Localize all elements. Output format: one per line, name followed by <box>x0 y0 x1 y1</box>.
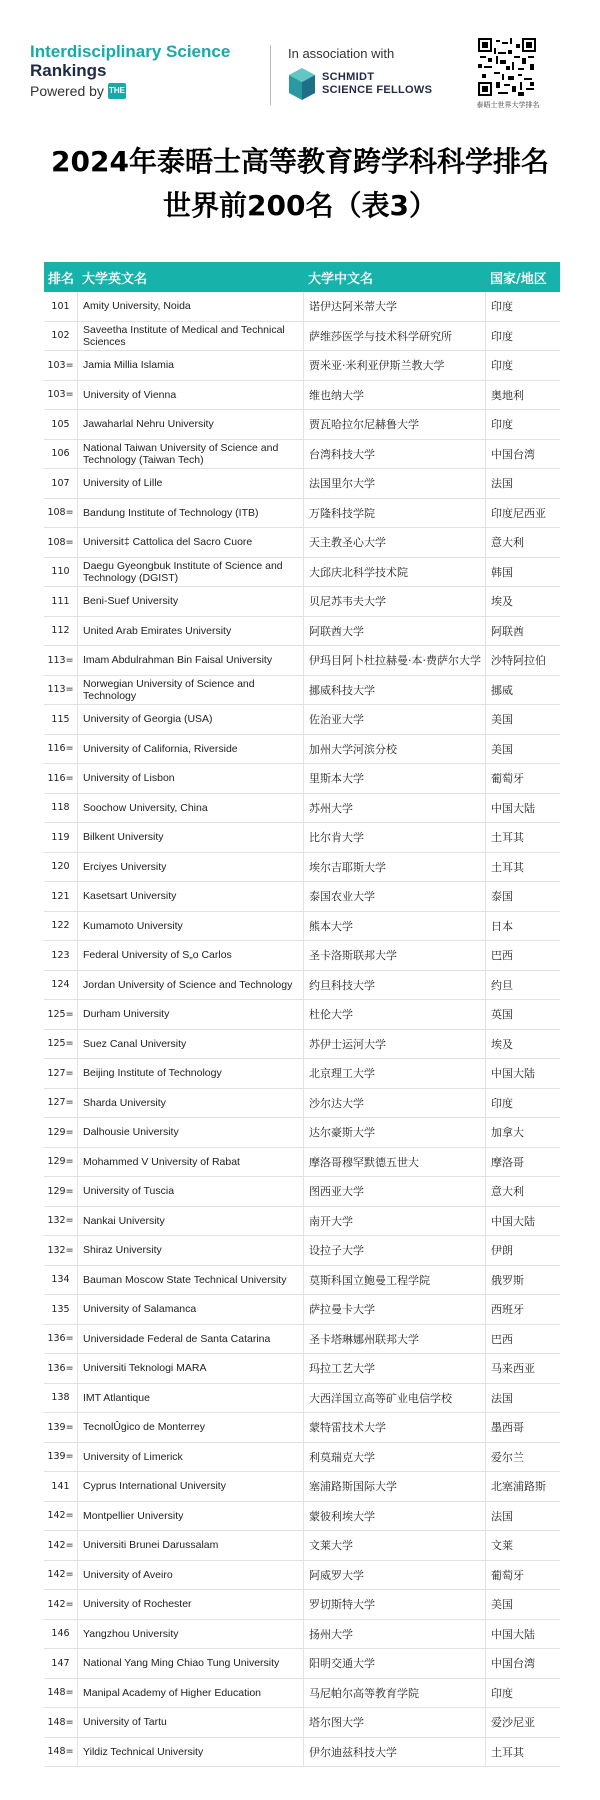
chinese-name-cell: 熊本大学 <box>304 912 486 941</box>
header-chinese-name: 大学中文名 <box>308 271 374 287</box>
table-row <box>44 971 560 1001</box>
country-cell: 日本 <box>491 919 513 933</box>
chinese-name-cell: 沙尔达大学 <box>304 1089 486 1118</box>
rank-cell: 147 <box>44 1649 78 1678</box>
rank-cell: 142= <box>44 1590 78 1619</box>
chinese-name-cell: 利莫瑞克大学 <box>304 1443 486 1472</box>
page-title <box>0 140 600 228</box>
chinese-name-cell: 罗切斯特大学 <box>304 1590 486 1619</box>
english-name-cell: IMT Atlantique <box>78 1384 304 1413</box>
country-cell: 中国大陆 <box>491 1214 535 1228</box>
english-name-cell: Imam Abdulrahman Bin Faisal University <box>78 646 304 675</box>
country-cell: 奥地利 <box>491 388 524 402</box>
chinese-name-cell: 圣卡塔琳娜州联邦大学 <box>304 1325 486 1354</box>
english-name-cell: Shiraz University <box>78 1236 304 1265</box>
chinese-name-cell: 台湾科技大学 <box>304 440 486 469</box>
table-row <box>44 351 560 381</box>
english-name-cell: Cyprus International University <box>78 1472 304 1501</box>
country-cell: 巴西 <box>491 1332 513 1346</box>
rank-cell: 139= <box>44 1413 78 1442</box>
english-name-cell: Montpellier University <box>78 1502 304 1531</box>
chinese-name-cell: 阿联酋大学 <box>304 617 486 646</box>
chinese-name-cell: 阿威罗大学 <box>304 1561 486 1590</box>
country-cell: 英国 <box>491 1008 513 1022</box>
country-cell: 巴西 <box>491 949 513 963</box>
table-row <box>44 676 560 706</box>
country-cell: 约旦 <box>491 978 513 992</box>
country-cell: 印度尼西亚 <box>491 506 546 520</box>
english-name-cell: University of Tuscia <box>78 1177 304 1206</box>
country-cell: 中国大陆 <box>491 1627 535 1641</box>
chinese-name-cell: 塔尔图大学 <box>304 1708 486 1737</box>
chinese-name-cell: 文莱大学 <box>304 1531 486 1560</box>
table-row <box>44 1177 560 1207</box>
chinese-name-cell: 大西洋国立高等矿业电信学校 <box>304 1384 486 1413</box>
chinese-name-cell: 图西亚大学 <box>304 1177 486 1206</box>
table-row <box>44 1738 560 1768</box>
table-row <box>44 1295 560 1325</box>
english-name-cell: Suez Canal University <box>78 1030 304 1059</box>
country-cell: 爱沙尼亚 <box>491 1716 535 1730</box>
rank-cell: 146 <box>44 1620 78 1649</box>
chinese-name-cell: 摩洛哥穆罕默德五世大 <box>304 1148 486 1177</box>
english-name-cell: Universidade Federal de Santa Catarina <box>78 1325 304 1354</box>
rank-cell: 136= <box>44 1325 78 1354</box>
chinese-name-cell: 天主教圣心大学 <box>304 528 486 557</box>
rank-cell: 123 <box>44 941 78 970</box>
table-row <box>44 322 560 352</box>
table-row <box>44 292 560 322</box>
table-header <box>44 262 560 292</box>
rank-cell: 110 <box>44 558 78 587</box>
english-name-cell: Kumamoto University <box>78 912 304 941</box>
chinese-name-cell: 杜伦大学 <box>304 1000 486 1029</box>
country-cell: 法国 <box>491 1391 513 1405</box>
rank-cell: 124 <box>44 971 78 1000</box>
table-row <box>44 558 560 588</box>
country-cell: 墨西哥 <box>491 1421 524 1435</box>
country-cell: 阿联酋 <box>491 624 524 638</box>
country-cell: 印度 <box>491 359 513 373</box>
chinese-name-cell: 马尼帕尔高等教育学院 <box>304 1679 486 1708</box>
ranking-table <box>44 262 560 1767</box>
rank-cell: 136= <box>44 1354 78 1383</box>
country-cell: 挪威 <box>491 683 513 697</box>
table-row <box>44 1443 560 1473</box>
chinese-name-cell: 埃尔吉耶斯大学 <box>304 853 486 882</box>
powered-by <box>30 80 230 102</box>
country-cell: 葡萄牙 <box>491 1568 524 1582</box>
english-name-cell: Beni-Suef University <box>78 587 304 616</box>
cube-icon <box>288 67 316 101</box>
title-line2: 世界前200名（表3） <box>163 189 437 222</box>
english-name-cell: United Arab Emirates University <box>78 617 304 646</box>
rank-cell: 108= <box>44 528 78 557</box>
table-row <box>44 1354 560 1384</box>
country-cell: 印度 <box>491 418 513 432</box>
country-cell: 中国大陆 <box>491 1067 535 1081</box>
table-row <box>44 528 560 558</box>
chinese-name-cell: 贾米亚·米利亚伊斯兰教大学 <box>304 351 486 380</box>
qr-code-icon <box>478 38 536 96</box>
country-cell: 意大利 <box>491 1185 524 1199</box>
chinese-name-cell: 设拉子大学 <box>304 1236 486 1265</box>
chinese-name-cell: 约旦科技大学 <box>304 971 486 1000</box>
rank-cell: 139= <box>44 1443 78 1472</box>
chinese-name-cell: 里斯本大学 <box>304 764 486 793</box>
header-country: 国家/地区 <box>490 271 547 287</box>
country-cell: 文莱 <box>491 1539 513 1553</box>
rank-cell: 101 <box>44 292 78 321</box>
english-name-cell: University of Georgia (USA) <box>78 705 304 734</box>
table-row <box>44 941 560 971</box>
english-name-cell: Soochow University, China <box>78 794 304 823</box>
brand-subtitle: Rankings <box>30 61 107 80</box>
english-name-cell: University of Rochester <box>78 1590 304 1619</box>
english-name-cell: University of California, Riverside <box>78 735 304 764</box>
country-cell: 埃及 <box>491 595 513 609</box>
chinese-name-cell: 加州大学河滨分校 <box>304 735 486 764</box>
rank-cell: 113= <box>44 646 78 675</box>
rank-cell: 111 <box>44 587 78 616</box>
country-cell: 土耳其 <box>491 860 524 874</box>
chinese-name-cell: 万隆科技学院 <box>304 499 486 528</box>
english-name-cell: Federal University of S„o Carlos <box>78 941 304 970</box>
rank-cell: 107 <box>44 469 78 498</box>
english-name-cell: Jordan University of Science and Technology <box>78 971 304 1000</box>
table-row <box>44 1000 560 1030</box>
table-row <box>44 381 560 411</box>
english-name-cell: TecnolÛgico de Monterrey <box>78 1413 304 1442</box>
rank-cell: 125= <box>44 1030 78 1059</box>
table-row <box>44 1502 560 1532</box>
english-name-cell: Mohammed V University of Rabat <box>78 1148 304 1177</box>
country-cell: 韩国 <box>491 565 513 579</box>
country-cell: 印度 <box>491 300 513 314</box>
rank-cell: 108= <box>44 499 78 528</box>
table-row <box>44 1030 560 1060</box>
english-name-cell: Yangzhou University <box>78 1620 304 1649</box>
english-name-cell: Jamia Millia Islamia <box>78 351 304 380</box>
english-name-cell: Saveetha Institute of Medical and Technical Sciences <box>78 322 304 351</box>
table-row <box>44 1531 560 1561</box>
country-cell: 马来西亚 <box>491 1362 535 1376</box>
english-name-cell: Bilkent University <box>78 823 304 852</box>
chinese-name-cell: 达尔豪斯大学 <box>304 1118 486 1147</box>
rank-cell: 141 <box>44 1472 78 1501</box>
country-cell: 美国 <box>491 1598 513 1612</box>
chinese-name-cell: 泰国农业大学 <box>304 882 486 911</box>
brand-title: Interdisciplinary Science <box>30 42 231 61</box>
rank-cell: 148= <box>44 1679 78 1708</box>
english-name-cell: University of Salamanca <box>78 1295 304 1324</box>
english-name-cell: Bauman Moscow State Technical University <box>78 1266 304 1295</box>
english-name-cell: Sharda University <box>78 1089 304 1118</box>
powered-by-label: Powered by <box>30 83 104 99</box>
country-cell: 伊朗 <box>491 1244 513 1258</box>
english-name-cell: National Taiwan University of Science and Technology (Taiwan Tech) <box>78 440 304 469</box>
header-english-name: 大学英文名 <box>82 271 148 287</box>
rank-cell: 127= <box>44 1059 78 1088</box>
header <box>0 0 600 120</box>
schmidt-logo <box>288 67 432 101</box>
rank-cell: 129= <box>44 1177 78 1206</box>
rank-cell: 119 <box>44 823 78 852</box>
english-name-cell: Daegu Gyeongbuk Institute of Science and Technology (DGIST) <box>78 558 304 587</box>
english-name-cell: National Yang Ming Chiao Tung University <box>78 1649 304 1678</box>
country-cell: 中国台湾 <box>491 1657 535 1671</box>
chinese-name-cell: 萨维莎医学与技术科学研究所 <box>304 322 486 351</box>
rank-cell: 129= <box>44 1148 78 1177</box>
english-name-cell: University of Aveiro <box>78 1561 304 1590</box>
table-row <box>44 1148 560 1178</box>
table-row <box>44 1059 560 1089</box>
country-cell: 土耳其 <box>491 831 524 845</box>
chinese-name-cell: 诺伊达阿米蒂大学 <box>304 292 486 321</box>
title-line1: 2024年泰晤士高等教育跨学科科学排名 <box>51 145 549 178</box>
country-cell: 中国台湾 <box>491 447 535 461</box>
table-row <box>44 1620 560 1650</box>
english-name-cell: Universiti Teknologi MARA <box>78 1354 304 1383</box>
country-cell: 意大利 <box>491 536 524 550</box>
rank-cell: 138 <box>44 1384 78 1413</box>
rank-cell: 116= <box>44 764 78 793</box>
rank-cell: 122 <box>44 912 78 941</box>
english-name-cell: Erciyes University <box>78 853 304 882</box>
rank-cell: 129= <box>44 1118 78 1147</box>
chinese-name-cell: 塞浦路斯国际大学 <box>304 1472 486 1501</box>
english-name-cell: Durham University <box>78 1000 304 1029</box>
table-row <box>44 1679 560 1709</box>
english-name-cell: Beijing Institute of Technology <box>78 1059 304 1088</box>
table-row <box>44 764 560 794</box>
table-row <box>44 410 560 440</box>
english-name-cell: Norwegian University of Science and Technology <box>78 676 304 705</box>
schmidt-name: SCHMIDT <box>322 71 375 83</box>
chinese-name-cell: 阳明交通大学 <box>304 1649 486 1678</box>
table-row <box>44 912 560 942</box>
english-name-cell: Manipal Academy of Higher Education <box>78 1679 304 1708</box>
country-cell: 印度 <box>491 1096 513 1110</box>
chinese-name-cell: 蒙彼利埃大学 <box>304 1502 486 1531</box>
chinese-name-cell: 萨拉曼卡大学 <box>304 1295 486 1324</box>
table-row <box>44 1708 560 1738</box>
the-logo: THE <box>108 83 126 99</box>
english-name-cell: Yildiz Technical University <box>78 1738 304 1767</box>
english-name-cell: Amity University, Noida <box>78 292 304 321</box>
chinese-name-cell: 玛拉工艺大学 <box>304 1354 486 1383</box>
chinese-name-cell: 扬州大学 <box>304 1620 486 1649</box>
chinese-name-cell: 法国里尔大学 <box>304 469 486 498</box>
header-rank: 排名 <box>47 271 74 287</box>
table-row <box>44 587 560 617</box>
chinese-name-cell: 贝尼苏韦夫大学 <box>304 587 486 616</box>
rank-cell: 115 <box>44 705 78 734</box>
rank-cell: 113= <box>44 676 78 705</box>
association <box>288 46 432 101</box>
table-row <box>44 1118 560 1148</box>
chinese-name-cell: 贾瓦哈拉尔尼赫鲁大学 <box>304 410 486 439</box>
table-body <box>44 292 560 1767</box>
table-row <box>44 705 560 735</box>
country-cell: 印度 <box>491 1686 513 1700</box>
rank-cell: 121 <box>44 882 78 911</box>
english-name-cell: University of Vienna <box>78 381 304 410</box>
table-row <box>44 1089 560 1119</box>
table-row <box>44 794 560 824</box>
country-cell: 沙特阿拉伯 <box>491 654 546 668</box>
table-row <box>44 1266 560 1296</box>
header-divider <box>270 45 271 105</box>
english-name-cell: Jawaharlal Nehru University <box>78 410 304 439</box>
table-row <box>44 469 560 499</box>
table-row <box>44 1649 560 1679</box>
chinese-name-cell: 莫斯科国立鲍曼工程学院 <box>304 1266 486 1295</box>
country-cell: 爱尔兰 <box>491 1450 524 1464</box>
schmidt-program: SCIENCE FELLOWS <box>322 84 433 96</box>
isr-brand <box>30 42 230 102</box>
english-name-cell: Dalhousie University <box>78 1118 304 1147</box>
country-cell: 美国 <box>491 713 513 727</box>
rank-cell: 132= <box>44 1236 78 1265</box>
rank-cell: 125= <box>44 1000 78 1029</box>
rank-cell: 135 <box>44 1295 78 1324</box>
english-name-cell: Universit‡ Cattolica del Sacro Cuore <box>78 528 304 557</box>
rank-cell: 105 <box>44 410 78 439</box>
association-label: In association with <box>288 46 395 61</box>
chinese-name-cell: 大邱庆北科学技术院 <box>304 558 486 587</box>
rank-cell: 106 <box>44 440 78 469</box>
english-name-cell: Nankai University <box>78 1207 304 1236</box>
chinese-name-cell: 苏州大学 <box>304 794 486 823</box>
country-cell: 土耳其 <box>491 1745 524 1759</box>
table-row <box>44 440 560 470</box>
english-name-cell: University of Tartu <box>78 1708 304 1737</box>
table-row <box>44 1325 560 1355</box>
table-row <box>44 1590 560 1620</box>
table-row <box>44 1472 560 1502</box>
table-row <box>44 1236 560 1266</box>
rank-cell: 118 <box>44 794 78 823</box>
chinese-name-cell: 挪威科技大学 <box>304 676 486 705</box>
chinese-name-cell: 比尔肯大学 <box>304 823 486 852</box>
country-cell: 北塞浦路斯 <box>491 1480 546 1494</box>
rank-cell: 127= <box>44 1089 78 1118</box>
rank-cell: 134 <box>44 1266 78 1295</box>
rank-cell: 102 <box>44 322 78 351</box>
rank-cell: 112 <box>44 617 78 646</box>
rank-cell: 120 <box>44 853 78 882</box>
rank-cell: 142= <box>44 1561 78 1590</box>
table-row <box>44 1561 560 1591</box>
table-row <box>44 617 560 647</box>
chinese-name-cell: 伊尔迪兹科技大学 <box>304 1738 486 1767</box>
country-cell: 法国 <box>491 1509 513 1523</box>
rank-cell: 148= <box>44 1738 78 1767</box>
country-cell: 摩洛哥 <box>491 1155 524 1169</box>
table-row <box>44 823 560 853</box>
table-row <box>44 853 560 883</box>
chinese-name-cell: 圣卡洛斯联邦大学 <box>304 941 486 970</box>
english-name-cell: University of Limerick <box>78 1443 304 1472</box>
country-cell: 泰国 <box>491 890 513 904</box>
chinese-name-cell: 北京理工大学 <box>304 1059 486 1088</box>
rank-cell: 142= <box>44 1502 78 1531</box>
rank-cell: 103= <box>44 381 78 410</box>
rank-cell: 148= <box>44 1708 78 1737</box>
table-row <box>44 882 560 912</box>
table-row <box>44 1413 560 1443</box>
table-row <box>44 735 560 765</box>
rank-cell: 132= <box>44 1207 78 1236</box>
rank-cell: 116= <box>44 735 78 764</box>
table-row <box>44 1207 560 1237</box>
country-cell: 中国大陆 <box>491 801 535 815</box>
table-row <box>44 646 560 676</box>
chinese-name-cell: 南开大学 <box>304 1207 486 1236</box>
country-cell: 埃及 <box>491 1037 513 1051</box>
table-row <box>44 1384 560 1414</box>
chinese-name-cell: 维也纳大学 <box>304 381 486 410</box>
country-cell: 印度 <box>491 329 513 343</box>
chinese-name-cell: 伊玛目阿卜杜拉赫曼·本·费萨尔大学 <box>304 646 486 675</box>
chinese-name-cell: 佐治亚大学 <box>304 705 486 734</box>
english-name-cell: Universiti Brunei Darussalam <box>78 1531 304 1560</box>
english-name-cell: Kasetsart University <box>78 882 304 911</box>
rank-cell: 103= <box>44 351 78 380</box>
country-cell: 西班牙 <box>491 1303 524 1317</box>
country-cell: 法国 <box>491 477 513 491</box>
qr-caption: 泰晤士世界大学排名 <box>476 101 540 109</box>
country-cell: 俄罗斯 <box>491 1273 524 1287</box>
country-cell: 葡萄牙 <box>491 772 524 786</box>
chinese-name-cell: 苏伊士运河大学 <box>304 1030 486 1059</box>
country-cell: 加拿大 <box>491 1126 524 1140</box>
table-row <box>44 499 560 529</box>
english-name-cell: University of Lille <box>78 469 304 498</box>
country-cell: 美国 <box>491 742 513 756</box>
english-name-cell: Bandung Institute of Technology (ITB) <box>78 499 304 528</box>
rank-cell: 142= <box>44 1531 78 1560</box>
english-name-cell: University of Lisbon <box>78 764 304 793</box>
chinese-name-cell: 蒙特雷技术大学 <box>304 1413 486 1442</box>
